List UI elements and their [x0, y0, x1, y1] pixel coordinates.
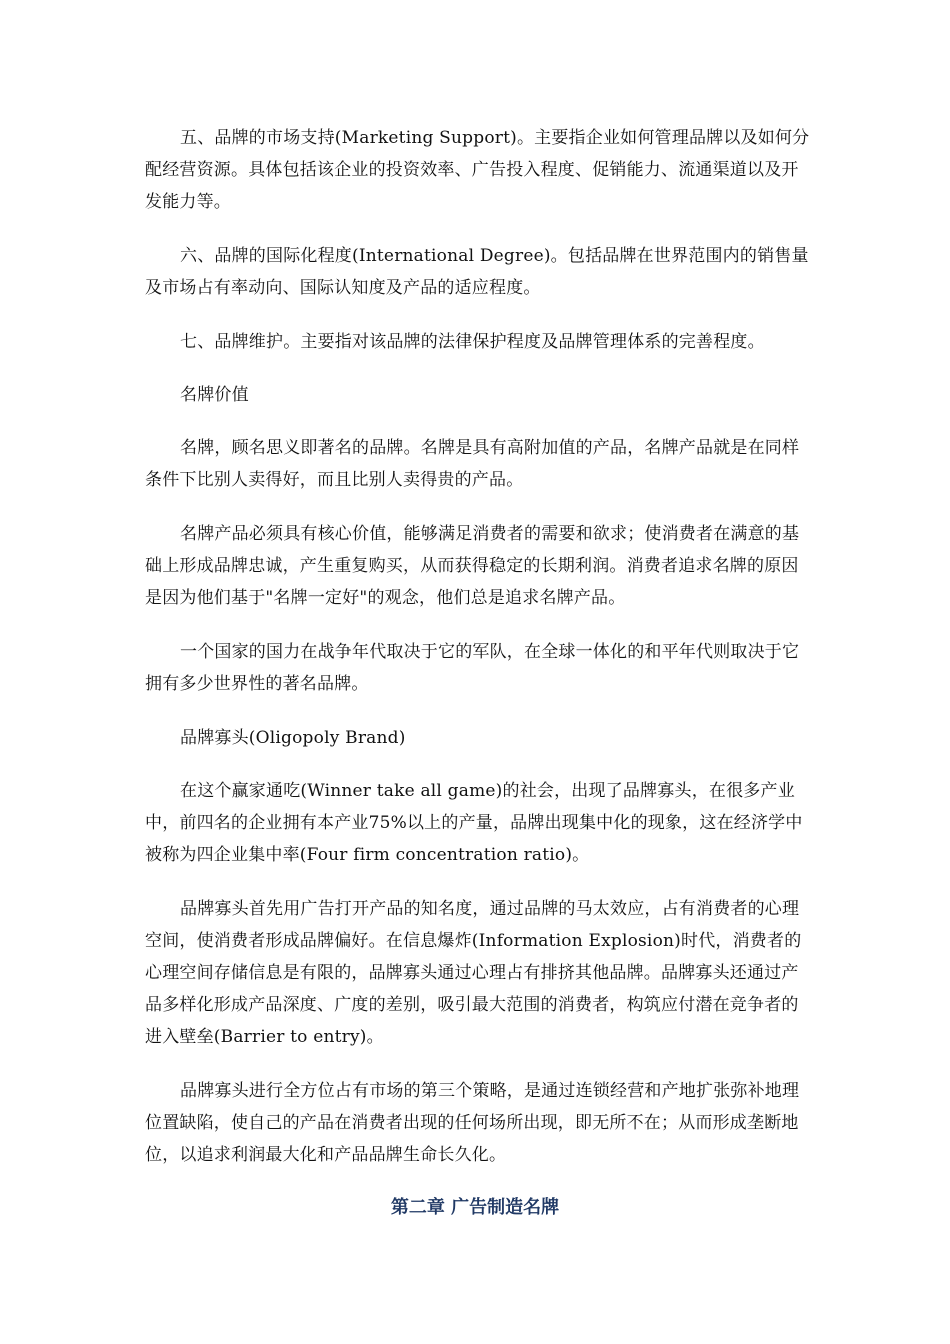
paragraph-core-value: 名牌产品必须具有核心价值，能够满足消费者的需要和欲求；使消费者在满意的基础上形成品牌忠诚，产生重复购买，从而获得稳定的长期利润。消费者追求名牌的原因是因为他们基于"名牌一定好"的观念，他们总是追求名牌产品。	[145, 524, 800, 608]
section-title-oligopoly-brand: 品牌寡头(Oligopoly Brand)	[180, 728, 406, 748]
paragraph-winner-take-all: 在这个赢家通吃(Winner take all game)的社会，出现了品牌寡头，在很多产业中，前四名的企业拥有本产业75%以上的产量，品牌出现集中化的现象，这在经济学中被称为四企业集中率(Four firm concentration ratio)。	[145, 781, 803, 865]
paragraph-national-power: 一个国家的国力在战争年代取决于它的军队，在全球一体化的和平年代则取决于它拥有多少世界性的著名品牌。	[145, 642, 800, 694]
paragraph-international-degree: 六、品牌的国际化程度(International Degree)。包括品牌在世界范围内的销售量及市场占有率动向、国际认知度及产品的适应程度。	[145, 246, 809, 298]
paragraph-oligopoly-third-strategy: 品牌寡头进行全方位占有市场的第三个策略，是通过连锁经营和产地扩张弥补地理位置缺陷，使自己的产品在消费者出现的任何场所出现，即无所不在；从而形成垄断地位，以追求利润最大化和产品品牌生命长久化。	[145, 1081, 800, 1165]
paragraph-brand-definition: 名牌，顾名思义即著名的品牌。名牌是具有高附加值的产品，名牌产品就是在同样条件下比别人卖得好，而且比别人卖得贵的产品。	[145, 438, 800, 490]
section-title-brand-value: 名牌价值	[180, 385, 249, 405]
paragraph-brand-maintenance: 七、品牌维护。主要指对该品牌的法律保护程度及品牌管理体系的完善程度。	[180, 332, 765, 352]
paragraph-marketing-support: 五、品牌的市场支持(Marketing Support)。主要指企业如何管理品牌以及如何分配经营资源。具体包括该企业的投资效率、广告投入程度、促销能力、流通渠道以及开发能力等。	[145, 128, 810, 212]
chapter-heading: 第二章 广告制造名牌	[390, 1197, 560, 1218]
paragraph-oligopoly-advertising: 品牌寡头首先用广告打开产品的知名度，通过品牌的马太效应，占有消费者的心理空间，使消费者形成品牌偏好。在信息爆炸(Information Explosion)时代，消费者的心理空间存储信息是有限的，品牌寡头通过心理占有排挤其他品牌。品牌寡头还通过产品多样化形成产品深度、广度的差别，吸引最大范围的消费者，构筑应付潜在竞争者的进入壁垒(Barrier to entry)。	[145, 899, 802, 1047]
